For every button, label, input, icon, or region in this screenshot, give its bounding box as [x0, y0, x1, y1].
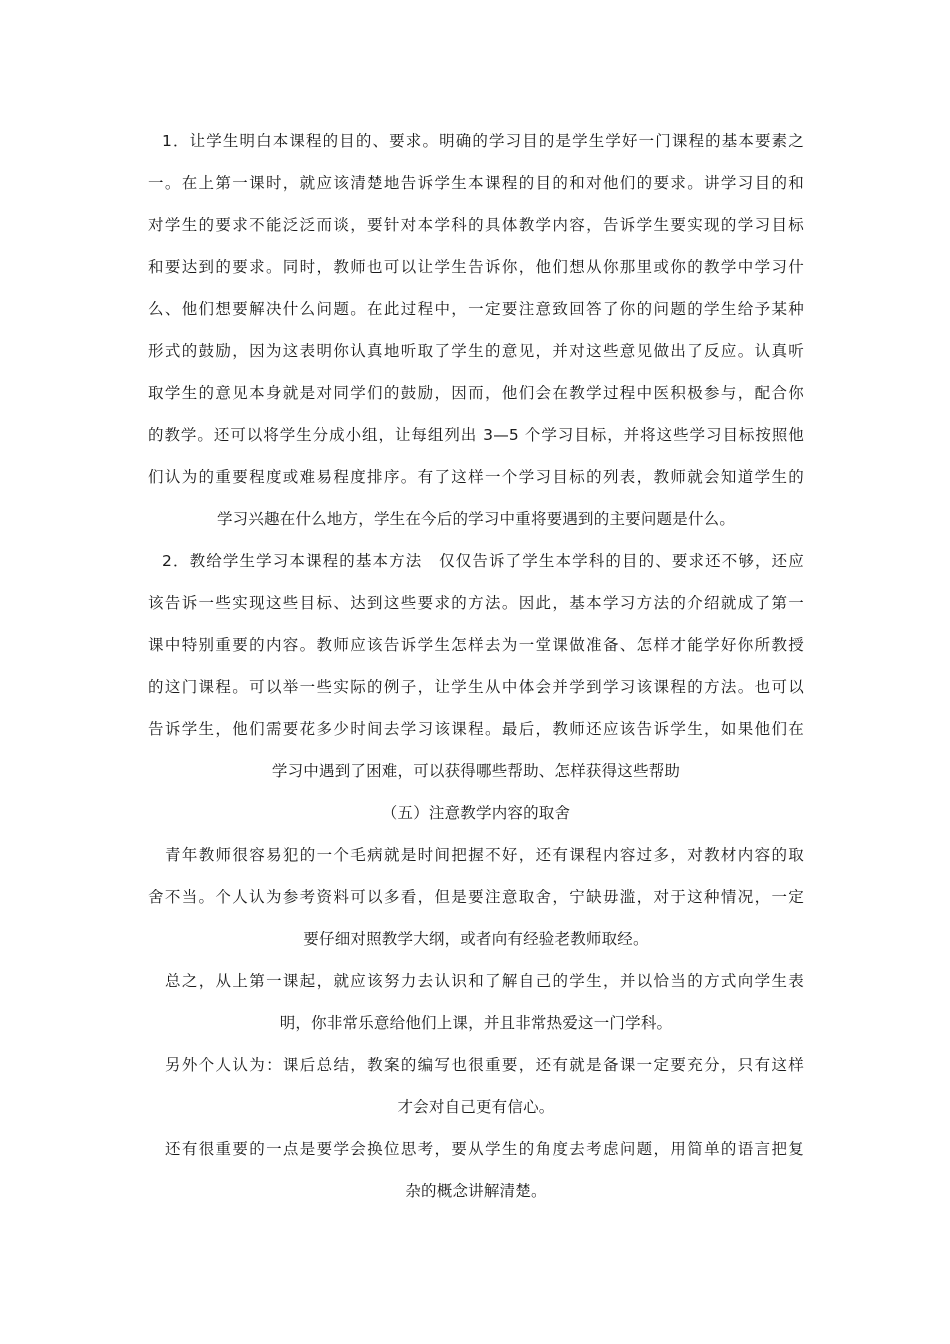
paragraph-2-line-4: 的这门课程。可以举一些实际的例子，让学生从中体会并学到学习该课程的方法。也可以 — [148, 678, 804, 696]
paragraph-5-line-1: 另外个人认为：课后总结，教案的编写也很重要，还有就是备课一定要充分，只有这样 — [165, 1056, 804, 1074]
paragraph-1-line-2: 一。在上第一课时，就应该清楚地告诉学生本课程的目的和对他们的要求。讲学习目的和 — [148, 174, 804, 192]
paragraph-1-line-4: 和要达到的要求。同时，教师也可以让学生告诉你，他们想从你那里或你的教学中学习什 — [148, 258, 804, 276]
paragraph-2-line-6: 学习中遇到了困难，可以获得哪些帮助、怎样获得这些帮助 — [271, 762, 681, 780]
paragraph-6-line-2: 杂的概念讲解清楚。 — [405, 1182, 547, 1200]
section-heading: （五）注意教学内容的取舍 — [381, 804, 571, 822]
paragraph-3-line-3: 要仔细对照教学大纲，或者向有经验老教师取经。 — [303, 930, 649, 948]
paragraph-1-line-9: 们认为的重要程度或难易程度排序。有了这样一个学习目标的列表，教师就会知道学生的 — [148, 468, 804, 486]
paragraph-1-line-6: 形式的鼓励，因为这表明你认真地听取了学生的意见，并对这些意见做出了反应。认真听 — [148, 342, 804, 360]
paragraph-3-line-1: 青年教师很容易犯的一个毛病就是时间把握不好，还有课程内容过多，对教材内容的取 — [165, 846, 804, 864]
paragraph-1-line-3: 对学生的要求不能泛泛而谈，要针对本学科的具体教学内容，告诉学生要实现的学习目标 — [148, 216, 804, 234]
paragraph-2-line-2: 该告诉一些实现这些目标、达到这些要求的方法。因此，基本学习方法的介绍就成了第一 — [148, 594, 804, 612]
paragraph-1-line-10: 学习兴趣在什么地方，学生在今后的学习中重将要遇到的主要问题是什么。 — [216, 510, 736, 528]
paragraph-5-line-2: 才会对自己更有信心。 — [397, 1098, 555, 1116]
paragraph-2-line-5: 告诉学生，他们需要花多少时间去学习该课程。最后，教师还应该告诉学生，如果他们在 — [148, 720, 804, 738]
paragraph-2-line-1: 2．教给学生学习本课程的基本方法 仅仅告诉了学生本学科的目的、要求还不够，还应 — [162, 552, 804, 570]
paragraph-3-line-2: 舍不当。个人认为参考资料可以多看，但是要注意取舍，宁缺毋滥，对于这种情况，一定 — [148, 888, 804, 906]
paragraph-1-line-5: 么、他们想要解决什么问题。在此过程中，一定要注意致回答了你的问题的学生给予某种 — [148, 300, 804, 318]
paragraph-1-line-1: 1．让学生明白本课程的目的、要求。明确的学习目的是学生学好一门课程的基本要素之 — [162, 132, 804, 150]
paragraph-1-line-7: 取学生的意见本身就是对同学们的鼓励，因而，他们会在教学过程中医积极参与，配合你 — [148, 384, 804, 402]
paragraph-6-line-1: 还有很重要的一点是要学会换位思考，要从学生的角度去考虑问题，用简单的语言把复 — [165, 1140, 804, 1158]
paragraph-1-line-8: 的教学。还可以将学生分成小组，让每组列出 3—5 个学习目标，并将这些学习目标按照他 — [148, 426, 804, 444]
paragraph-4-line-2: 明，你非常乐意给他们上课，并且非常热爱这一门学科。 — [279, 1014, 673, 1032]
paragraph-4-line-1: 总之，从上第一课起，就应该努力去认识和了解自己的学生，并以恰当的方式向学生表 — [165, 972, 804, 990]
paragraph-2-line-3: 课中特别重要的内容。教师应该告诉学生怎样去为一堂课做准备、怎样才能学好你所教授 — [148, 636, 804, 654]
